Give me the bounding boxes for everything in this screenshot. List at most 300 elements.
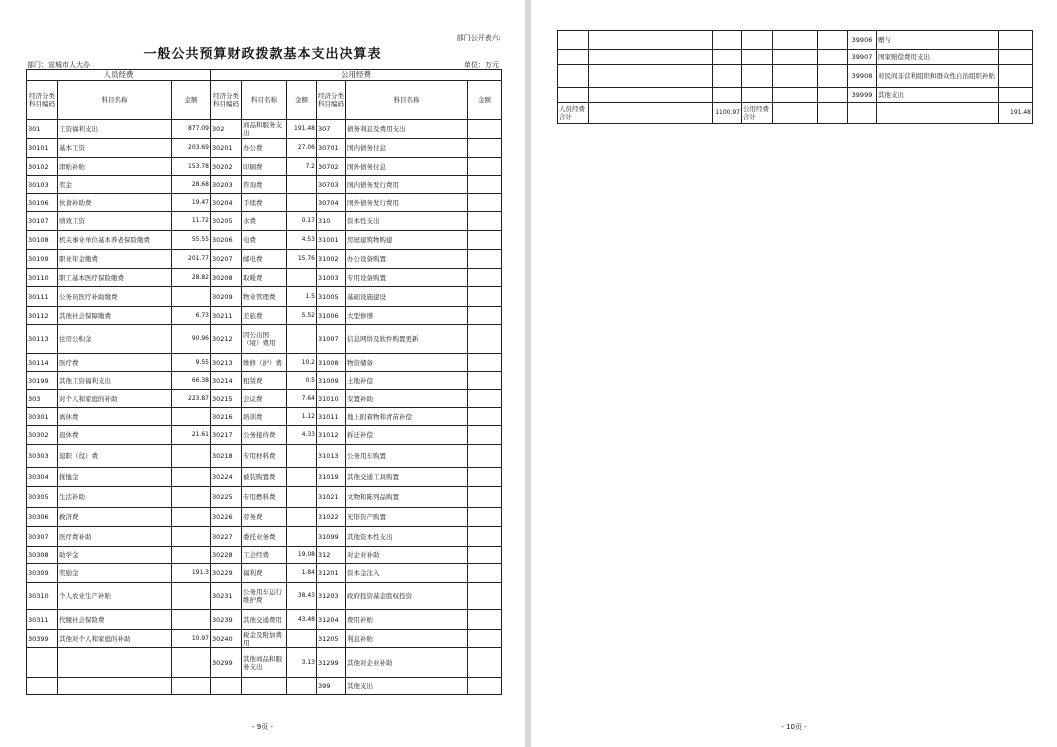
cell-code: 30306 — [27, 508, 58, 527]
cell-code: 30106 — [27, 194, 58, 212]
table-row — [27, 648, 502, 678]
table-row — [27, 325, 502, 354]
expenditure-table-continued — [557, 30, 1033, 124]
cell-amount: 21.61 — [172, 426, 211, 445]
cell-amount: 6.73 — [172, 307, 211, 325]
cell-name: 文物和陈列品购置 — [346, 487, 468, 508]
cell-amount — [172, 678, 211, 695]
cell-amount — [287, 468, 317, 487]
cell-amount: 66.38 — [172, 372, 211, 390]
cell-name: 公务用车运行维护费 — [242, 583, 287, 610]
cell-name: 津贴补贴 — [58, 158, 172, 176]
cell-amount: 10.97 — [172, 630, 211, 648]
cell-name: 政府投资基金股权投资 — [346, 583, 468, 610]
cell-code: 307 — [317, 120, 346, 139]
cell-name — [242, 678, 287, 695]
cell-amount — [468, 564, 502, 583]
cell-amount: 1.5 — [287, 287, 317, 307]
cell-name: 大型修缮 — [346, 307, 468, 325]
cell-code: 30113 — [27, 325, 58, 354]
cell-amount — [468, 372, 502, 390]
cell-amount: 38.43 — [287, 583, 317, 610]
cell-code: 31019 — [317, 468, 346, 487]
cell-code: 30217 — [211, 426, 242, 445]
cell-amount — [287, 630, 317, 648]
table-row — [27, 287, 502, 307]
cell-name: 基本工资 — [58, 139, 172, 158]
cell-code: 39907 — [848, 50, 877, 65]
cell-code: 30102 — [27, 158, 58, 176]
cell-name: 其他商品和服务支出 — [242, 648, 287, 678]
cell-name: 利息补贴 — [346, 630, 468, 648]
cell-amount: 4.53 — [287, 231, 317, 250]
cell-code: 30207 — [211, 250, 242, 269]
cell-name: 其他交通工具购置 — [346, 468, 468, 487]
cell-code: 30214 — [211, 372, 242, 390]
cell-code: 30204 — [211, 194, 242, 212]
cell-code: 30704 — [317, 194, 346, 212]
table-row — [27, 508, 502, 527]
cell-amount: 201.77 — [172, 250, 211, 269]
cell-code: 30240 — [211, 630, 242, 648]
table-row — [27, 426, 502, 445]
table-row — [27, 583, 502, 610]
cell-name: 信息网络及软件购置更新 — [346, 325, 468, 354]
cell-amount — [172, 508, 211, 527]
cell-amount — [287, 176, 317, 194]
cell-amount: 15.76 — [287, 250, 317, 269]
cell-name: 机关事业单位基本养老保险缴费 — [58, 231, 172, 250]
cell-amount — [172, 547, 211, 564]
cell-code: 30213 — [211, 354, 242, 372]
cell-amount — [468, 547, 502, 564]
cell-name: 劳务费 — [242, 508, 287, 527]
personnel-total-value: 1100.97 — [713, 103, 742, 124]
cell-name: 培训费 — [242, 408, 287, 426]
cell-name — [58, 648, 172, 678]
table-row — [27, 678, 502, 695]
cell-code: 31203 — [317, 583, 346, 610]
cell-name: 其他对企业补助 — [346, 648, 468, 678]
cell-code: 31205 — [317, 630, 346, 648]
cell-code: 31013 — [317, 445, 346, 468]
table-row — [27, 194, 502, 212]
cell-name: 职工基本医疗保险缴费 — [58, 269, 172, 287]
cell-amount — [172, 487, 211, 508]
header-name: 科目名称 — [346, 81, 468, 120]
cell-code: 30225 — [211, 487, 242, 508]
header-amount: 金额 — [468, 81, 502, 120]
cell-name: 伙食补助费 — [58, 194, 172, 212]
cell-name: 无形资产购置 — [346, 508, 468, 527]
cell-amount: 11.72 — [172, 212, 211, 231]
cell-code — [211, 678, 242, 695]
cell-code: 30203 — [211, 176, 242, 194]
cell-amount — [287, 508, 317, 527]
cell-name: 商品和服务支出 — [242, 120, 287, 139]
cell-name: 费用补贴 — [346, 610, 468, 630]
page-number: - 10页 - — [781, 723, 807, 731]
table-row — [27, 269, 502, 287]
cell-name: 专用材料费 — [242, 445, 287, 468]
cell-amount — [287, 325, 317, 354]
cell-amount: 223.87 — [172, 390, 211, 408]
cell-code: 31012 — [317, 426, 346, 445]
cell-code: 30201 — [211, 139, 242, 158]
cell-name: 因公出国（境）费用 — [242, 325, 287, 354]
cell-code: 31008 — [317, 354, 346, 372]
cell-name: 基础设施建设 — [346, 287, 468, 307]
cell-amount: 28.82 — [172, 269, 211, 287]
cell-code: 310 — [317, 212, 346, 231]
cell-code: 30231 — [211, 583, 242, 610]
table-row — [27, 630, 502, 648]
table-row — [27, 390, 502, 408]
cell-amount — [468, 325, 502, 354]
cell-amount — [172, 445, 211, 468]
cell-amount: 3.13 — [287, 648, 317, 678]
table-row — [27, 307, 502, 325]
cell-code: 31009 — [317, 372, 346, 390]
cell-code: 303 — [27, 390, 58, 408]
cell-amount — [172, 610, 211, 630]
table-row — [27, 212, 502, 231]
cell-amount — [999, 65, 1033, 88]
cell-name: 对个人和家庭的补助 — [58, 390, 172, 408]
cell-code: 30399 — [27, 630, 58, 648]
cell-amount: 19.08 — [287, 547, 317, 564]
table-row — [27, 527, 502, 547]
cell-amount — [172, 408, 211, 426]
cell-name — [58, 678, 172, 695]
cell-code: 30110 — [27, 269, 58, 287]
cell-amount — [287, 527, 317, 547]
cell-code: 30211 — [211, 307, 242, 325]
cell-amount — [172, 648, 211, 678]
cell-amount — [999, 50, 1033, 65]
cell-amount — [172, 583, 211, 610]
header-amount: 金额 — [287, 81, 317, 120]
cell-code: 30228 — [211, 547, 242, 564]
cell-name: 其他工资福利支出 — [58, 372, 172, 390]
cell-name: 离休费 — [58, 408, 172, 426]
cell-code: 30205 — [211, 212, 242, 231]
cell-code: 30702 — [317, 158, 346, 176]
cell-name: 其他对个人和家庭的补助 — [58, 630, 172, 648]
cell-code: 30307 — [27, 527, 58, 547]
cell-name: 助学金 — [58, 547, 172, 564]
cell-amount — [468, 158, 502, 176]
header-code: 经济分类科目编码 — [211, 81, 242, 120]
cell-name: 公务接待费 — [242, 426, 287, 445]
cell-amount — [468, 487, 502, 508]
cell-name: 税金及附加费用 — [242, 630, 287, 648]
cell-name: 专用燃料费 — [242, 487, 287, 508]
header-name: 科目名称 — [58, 81, 172, 120]
cell-amount: 203.69 — [172, 139, 211, 158]
cell-code: 39999 — [848, 88, 877, 103]
cell-name: 拆迁补偿 — [346, 426, 468, 445]
cell-name: 个人农业生产补贴 — [58, 583, 172, 610]
cell-amount — [999, 31, 1033, 50]
public-total-label: 公用经费合计 — [742, 103, 773, 124]
cell-code: 30301 — [27, 408, 58, 426]
table-row — [27, 547, 502, 564]
cell-name: 抚恤金 — [58, 468, 172, 487]
cell-name: 公务用车购置 — [346, 445, 468, 468]
cell-name: 其他支出 — [877, 88, 999, 103]
cell-code: 30224 — [211, 468, 242, 487]
cell-name: 医疗费补助 — [58, 527, 172, 547]
cell-name: 公务员医疗补助缴费 — [58, 287, 172, 307]
cell-amount — [468, 390, 502, 408]
cell-name: 救济费 — [58, 508, 172, 527]
cell-code: 30229 — [211, 564, 242, 583]
table-row — [27, 354, 502, 372]
cell-name: 住房公积金 — [58, 325, 172, 354]
cell-amount — [468, 269, 502, 287]
cell-amount — [468, 426, 502, 445]
table-body — [27, 120, 502, 695]
cell-code: 302 — [211, 120, 242, 139]
cell-amount: 5.52 — [287, 307, 317, 325]
page-title: 一般公共预算财政拨款基本支出决算表 — [143, 47, 382, 62]
cell-name: 取暖费 — [242, 269, 287, 287]
cell-name: 奖金 — [58, 176, 172, 194]
cell-name: 债务利息及费用支出 — [346, 120, 468, 139]
expenditure-table — [26, 69, 502, 695]
cell-code: 301 — [27, 120, 58, 139]
cell-amount — [468, 176, 502, 194]
table-row — [27, 231, 502, 250]
cell-code: 30114 — [27, 354, 58, 372]
cell-name: 国外债务付息 — [346, 158, 468, 176]
cell-code: 30208 — [211, 269, 242, 287]
cell-name: 对民间非营利组织和群众性自治组织补贴 — [877, 65, 999, 88]
table-row — [27, 610, 502, 630]
cell-amount — [172, 287, 211, 307]
cell-name: 办公费 — [242, 139, 287, 158]
cell-code: 39908 — [848, 65, 877, 88]
public-total-value: 191.48 — [999, 103, 1033, 124]
unit-label: 单位：万元 — [464, 61, 499, 69]
cell-name: 赠与 — [877, 31, 999, 50]
cell-name: 生活补助 — [58, 487, 172, 508]
cell-name: 委托业务费 — [242, 527, 287, 547]
cell-amount — [287, 678, 317, 695]
cell-code: 399 — [317, 678, 346, 695]
cell-name: 土地补偿 — [346, 372, 468, 390]
cell-amount: 28.68 — [172, 176, 211, 194]
cell-code: 30209 — [211, 287, 242, 307]
cell-name: 差旅费 — [242, 307, 287, 325]
page-right — [531, 0, 1057, 747]
cell-code: 30212 — [211, 325, 242, 354]
cell-amount — [468, 139, 502, 158]
cell-name: 其他支出 — [346, 678, 468, 695]
table-row — [27, 120, 502, 139]
cell-amount — [468, 468, 502, 487]
cell-name: 职业年金缴费 — [58, 250, 172, 269]
cell-name: 地上附着物和青苗补偿 — [346, 408, 468, 426]
cell-amount: 0.17 — [287, 212, 317, 231]
cell-amount — [468, 408, 502, 426]
cell-amount: 7.2 — [287, 158, 317, 176]
cell-name: 安置补助 — [346, 390, 468, 408]
table-row — [27, 564, 502, 583]
cell-code: 30107 — [27, 212, 58, 231]
cell-code: 30108 — [27, 231, 58, 250]
table-row — [27, 468, 502, 487]
table-body — [558, 31, 1033, 124]
cell-name: 办公设备购置 — [346, 250, 468, 269]
cell-code: 30310 — [27, 583, 58, 610]
cell-name: 国内债务付息 — [346, 139, 468, 158]
header-code: 经济分类科目编码 — [27, 81, 58, 120]
cell-code: 30199 — [27, 372, 58, 390]
cell-amount — [172, 527, 211, 547]
cell-code: 30703 — [317, 176, 346, 194]
cell-name: 维修（护）费 — [242, 354, 287, 372]
table-row — [27, 445, 502, 468]
cell-amount — [468, 527, 502, 547]
cell-code: 30226 — [211, 508, 242, 527]
cell-code: 30103 — [27, 176, 58, 194]
cell-code: 30304 — [27, 468, 58, 487]
cell-code: 30202 — [211, 158, 242, 176]
cell-amount — [287, 269, 317, 287]
cell-amount: 7.64 — [287, 390, 317, 408]
cell-code: 31201 — [317, 564, 346, 583]
cell-name: 国内债务发行费用 — [346, 176, 468, 194]
cell-amount: 153.78 — [172, 158, 211, 176]
cell-amount — [468, 630, 502, 648]
cell-amount: 1.84 — [287, 564, 317, 583]
cell-amount: 27.06 — [287, 139, 317, 158]
cell-code: 30701 — [317, 139, 346, 158]
cell-amount: 90.96 — [172, 325, 211, 354]
cell-amount: 877.09 — [172, 120, 211, 139]
cell-code: 31007 — [317, 325, 346, 354]
cell-name: 专用设备购置 — [346, 269, 468, 287]
cell-code: 30227 — [211, 527, 242, 547]
cell-name: 医疗费 — [58, 354, 172, 372]
cell-code: 31022 — [317, 508, 346, 527]
cell-name: 手续费 — [242, 194, 287, 212]
cell-code — [27, 648, 58, 678]
cell-name: 其他社会保障缴费 — [58, 307, 172, 325]
cell-code: 31003 — [317, 269, 346, 287]
department-label: 部门：宣城市人大办 — [27, 61, 90, 69]
cell-amount — [287, 487, 317, 508]
cell-name: 物业管理费 — [242, 287, 287, 307]
cell-name: 水费 — [242, 212, 287, 231]
cell-name: 邮电费 — [242, 250, 287, 269]
cell-amount — [468, 194, 502, 212]
cell-amount — [468, 212, 502, 231]
cell-code: 31010 — [317, 390, 346, 408]
cell-code: 30111 — [27, 287, 58, 307]
cell-code: 30303 — [27, 445, 58, 468]
page-left — [0, 0, 525, 747]
cell-name: 工会经费 — [242, 547, 287, 564]
cell-name: 会议费 — [242, 390, 287, 408]
cell-code — [27, 678, 58, 695]
cell-amount — [468, 583, 502, 610]
cell-amount — [468, 354, 502, 372]
cell-name: 对企业补助 — [346, 547, 468, 564]
cell-name: 工资福利支出 — [58, 120, 172, 139]
cell-amount: 191.3 — [172, 564, 211, 583]
cell-amount — [468, 231, 502, 250]
cell-amount — [287, 194, 317, 212]
cell-code: 31099 — [317, 527, 346, 547]
table-row — [27, 176, 502, 194]
table-row — [27, 487, 502, 508]
cell-code: 31204 — [317, 610, 346, 630]
header-amount: 金额 — [172, 81, 211, 120]
cell-code: 31001 — [317, 231, 346, 250]
cell-name: 租赁费 — [242, 372, 287, 390]
group-public: 公用经费 — [211, 70, 502, 81]
cell-amount: 19.47 — [172, 194, 211, 212]
cell-amount — [468, 445, 502, 468]
cell-code: 31011 — [317, 408, 346, 426]
cell-code: 31299 — [317, 648, 346, 678]
cell-name: 被装购置费 — [242, 468, 287, 487]
table-row — [27, 372, 502, 390]
cell-name: 印刷费 — [242, 158, 287, 176]
cell-name: 资本金注入 — [346, 564, 468, 583]
cell-amount: 1.12 — [287, 408, 317, 426]
table-row — [27, 408, 502, 426]
cell-code: 30311 — [27, 610, 58, 630]
cell-code: 31006 — [317, 307, 346, 325]
cell-name: 绩效工资 — [58, 212, 172, 231]
cell-name: 国家赔偿费用支出 — [877, 50, 999, 65]
cell-code: 31021 — [317, 487, 346, 508]
cell-code: 30215 — [211, 390, 242, 408]
header-name: 科目名称 — [242, 81, 287, 120]
cell-code: 30101 — [27, 139, 58, 158]
cell-amount — [468, 678, 502, 695]
group-personnel: 人员经费 — [27, 70, 211, 81]
cell-code: 30302 — [27, 426, 58, 445]
cell-name: 福利费 — [242, 564, 287, 583]
cell-name: 房屋建筑物购建 — [346, 231, 468, 250]
cell-code: 30109 — [27, 250, 58, 269]
cell-code: 30112 — [27, 307, 58, 325]
cell-code: 30309 — [27, 564, 58, 583]
cell-amount: 4.33 — [287, 426, 317, 445]
cell-amount — [468, 250, 502, 269]
cell-code: 30308 — [27, 547, 58, 564]
cell-amount — [468, 120, 502, 139]
page-number: - 9页 - — [252, 723, 273, 731]
cell-code: 30239 — [211, 610, 242, 630]
cell-amount: 9.55 — [172, 354, 211, 372]
cell-amount — [468, 307, 502, 325]
header-code: 经济分类科目编码 — [317, 81, 346, 120]
cell-amount: 43.48 — [287, 610, 317, 630]
cell-name: 资本性支出 — [346, 212, 468, 231]
cell-amount: 55.55 — [172, 231, 211, 250]
cell-code: 312 — [317, 547, 346, 564]
cell-amount — [287, 445, 317, 468]
cell-code: 30218 — [211, 445, 242, 468]
cell-amount — [468, 508, 502, 527]
cell-name: 其他资本性支出 — [346, 527, 468, 547]
